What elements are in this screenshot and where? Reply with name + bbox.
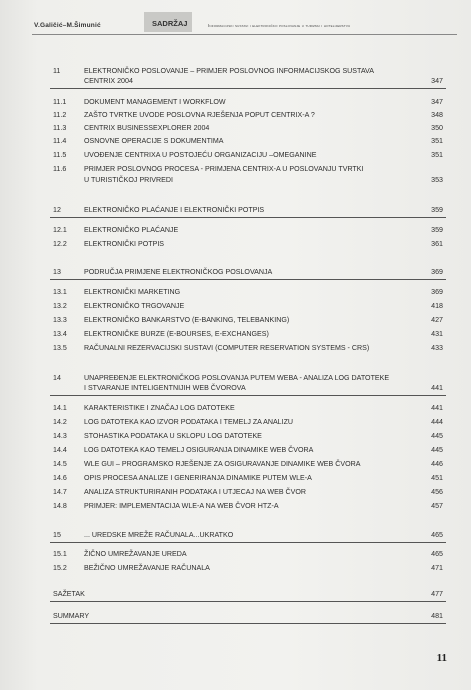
- toc-page: 359: [431, 226, 443, 234]
- toc-title-line2: CENTRIX 2004: [84, 77, 133, 85]
- toc-number: 11: [53, 67, 61, 75]
- toc-page: 445: [431, 432, 443, 440]
- toc-number: 12: [53, 206, 61, 214]
- toc-title: KARAKTERISTIKE I ZNAČAJ LOG DATOTEKE: [84, 404, 235, 412]
- toc-page: 457: [431, 502, 443, 510]
- toc-title: ELEKTRONIČKO TRGOVANJE: [84, 302, 185, 310]
- toc-number: 13: [53, 268, 61, 276]
- toc-page: 347: [431, 77, 443, 85]
- toc-title: LOG DATOTEKA KAO IZVOR PODATAKA I TEMELJ ZA ANALIZU: [84, 418, 294, 426]
- toc-number: 11.2: [53, 111, 67, 119]
- toc-title: PODRUČJA PRIMJENE ELEKTRONIČKOG POSLOVANJA: [84, 268, 273, 276]
- toc-number: 13.4: [53, 330, 67, 338]
- toc-page: 427: [431, 316, 443, 324]
- toc-page: 350: [431, 124, 443, 132]
- toc-page: 361: [431, 240, 443, 248]
- toc-number: 13.1: [53, 288, 67, 296]
- toc-number: 11.5: [53, 151, 67, 159]
- toc-page: 418: [431, 302, 443, 310]
- toc-number: 14.5: [53, 460, 67, 468]
- toc-title: RAČUNALNI REZERVACIJSKI SUSTAVI (COMPUTER RESERVATION SYSTEMS - CRS): [84, 344, 370, 352]
- toc-page: 456: [431, 488, 443, 496]
- toc-page: 471: [431, 564, 443, 572]
- toc-page: 369: [431, 288, 443, 296]
- toc-title: BEŽIČNO UMREŽAVANJE RAČUNALA: [84, 564, 210, 572]
- header-authors: V.Galičić–M.Šimunić: [34, 22, 101, 29]
- toc-title: ZAŠTO TVRTKE UVODE POSLOVNA RJEŠENJA POPUT CENTRIX-A ?: [84, 111, 315, 119]
- toc-page: 477: [431, 590, 443, 598]
- toc-page: 353: [431, 176, 443, 184]
- toc-number: 11.4: [53, 137, 67, 145]
- toc-title: ELEKTRONIČKO BANKARSTVO (E-BANKING, TELEBANKING): [84, 316, 290, 324]
- toc-page: 441: [431, 384, 443, 392]
- toc-title: STOHASTIKA PODATAKA U SKLOPU LOG DATOTEKE: [84, 432, 262, 440]
- toc-page: 359: [431, 206, 443, 214]
- toc-title: OSNOVNE OPERACIJE S DOKUMENTIMA: [84, 137, 224, 145]
- toc-page: 465: [431, 531, 443, 539]
- toc-title: UVOĐENJE CENTRIXA U POSTOJEĆU ORGANIZACIJU –OMEGANINE: [84, 151, 317, 159]
- toc-number: 11.1: [53, 98, 67, 106]
- toc-title-line2: I STVARANJE INTELIGENTNIJIH WEB ČVOROVA: [84, 384, 246, 392]
- toc-number: 14.3: [53, 432, 67, 440]
- toc-page: 347: [431, 98, 443, 106]
- toc-title: ELEKTRONIČKO PLAĆANJE I ELEKTRONIČKI POTPIS: [84, 206, 265, 214]
- header-section-title: SADRŽAJ: [152, 19, 188, 28]
- chapter-rule: [50, 217, 446, 218]
- toc-title: ELEKTRONIČKI MARKETING: [84, 288, 181, 296]
- toc-page: 369: [431, 268, 443, 276]
- toc-title: OPIS PROCESA ANALIZE I GENERIRANJA DINAMIKE PUTEM WLE-A: [84, 474, 312, 482]
- toc-number: 11.3: [53, 124, 67, 132]
- toc-page: 351: [431, 151, 443, 159]
- toc-page: 445: [431, 446, 443, 454]
- chapter-rule: [50, 279, 446, 280]
- toc-number: 12.1: [53, 226, 67, 234]
- toc-title: SUMMARY: [53, 612, 90, 620]
- chapter-rule: [50, 542, 446, 543]
- toc-number: 14: [53, 374, 61, 382]
- page-number: 11: [436, 652, 447, 664]
- toc-page: 465: [431, 550, 443, 558]
- toc-number: 14.4: [53, 446, 67, 454]
- section-rule: [50, 601, 446, 602]
- toc-page: 446: [431, 460, 443, 468]
- toc-title: WLE GUI – PROGRAMSKO RJEŠENJE ZA OSIGURAVANJE DINAMIKE WEB ČVORA: [84, 460, 361, 468]
- toc-title: PRIMJER: IMPLEMENTACIJA WLE-A NA WEB ČVOR HTZ-A: [84, 502, 279, 510]
- toc-page: 433: [431, 344, 443, 352]
- toc-page: 441: [431, 404, 443, 412]
- toc-page: 431: [431, 330, 443, 338]
- toc-number: 15: [53, 531, 61, 539]
- toc-page: 451: [431, 474, 443, 482]
- toc-number: 14.8: [53, 502, 67, 510]
- toc-title-line2: U TURISTIČKOJ PRIVREDI: [84, 176, 173, 184]
- toc-title: ELEKTRONIČKE BURZE (E-BOURSES, E-EXCHANGES): [84, 330, 269, 338]
- toc-number: 14.2: [53, 418, 67, 426]
- toc-page: 481: [431, 612, 443, 620]
- toc-title: PRIMJER POSLOVNOG PROCESA - PRIMJENA CENTRIX-A U POSLOVANJU TVRTKI: [84, 165, 364, 173]
- toc-title: DOKUMENT MANAGEMENT I WORKFLOW: [84, 98, 226, 106]
- toc-number: 14.1: [53, 404, 67, 412]
- toc-page: 444: [431, 418, 443, 426]
- toc-title: ANALIZA STRUKTURIRANIH PODATAKA I UTJECAJ NA WEB ČVOR: [84, 488, 307, 496]
- toc-number: 14.6: [53, 474, 67, 482]
- toc-number: 13.2: [53, 302, 67, 310]
- toc-title: SAŽETAK: [53, 590, 85, 598]
- toc-number: 11.6: [53, 165, 67, 173]
- header-book-title: Informacijski sustavi i elektroničko poslovanje u turizmu i hotelijerstvu: [208, 23, 351, 28]
- chapter-rule: [50, 88, 446, 89]
- toc-number: 15.2: [53, 564, 67, 572]
- toc-title: ELEKTRONIČKI POTPIS: [84, 240, 165, 248]
- toc-number: 13.3: [53, 316, 67, 324]
- toc-title: CENTRIX BUSINESSEXPLORER 2004: [84, 124, 210, 132]
- toc-title: ŽIČNO UMREŽAVANJE UREDA: [84, 550, 187, 558]
- section-rule: [50, 623, 446, 624]
- toc-number: 15.1: [53, 550, 67, 558]
- toc-number: 14.7: [53, 488, 67, 496]
- toc-number: 12.2: [53, 240, 67, 248]
- toc-title: UNAPREĐENJE ELEKTRONIČKOG POSLOVANJA PUTEM WEBA - ANALIZA LOG DATOTEKE: [84, 374, 390, 382]
- toc-title: ELEKTRONIČKO POSLOVANJE – PRIMJER POSLOVNOG INFORMACIJSKOG SUSTAVA: [84, 67, 374, 75]
- toc-title: LOG DATOTEKA KAO TEMELJ OSIGURANJA DINAMIKE WEB ČVORA: [84, 446, 314, 454]
- chapter-rule: [50, 395, 446, 396]
- toc-title: ELEKTRONIČKO PLAĆANJE: [84, 226, 179, 234]
- toc-page: 348: [431, 111, 443, 119]
- toc-number: 13.5: [53, 344, 67, 352]
- toc-title: ... UREDSKE MREŽE RAČUNALA...UKRATKO: [84, 531, 234, 539]
- toc-page: 351: [431, 137, 443, 145]
